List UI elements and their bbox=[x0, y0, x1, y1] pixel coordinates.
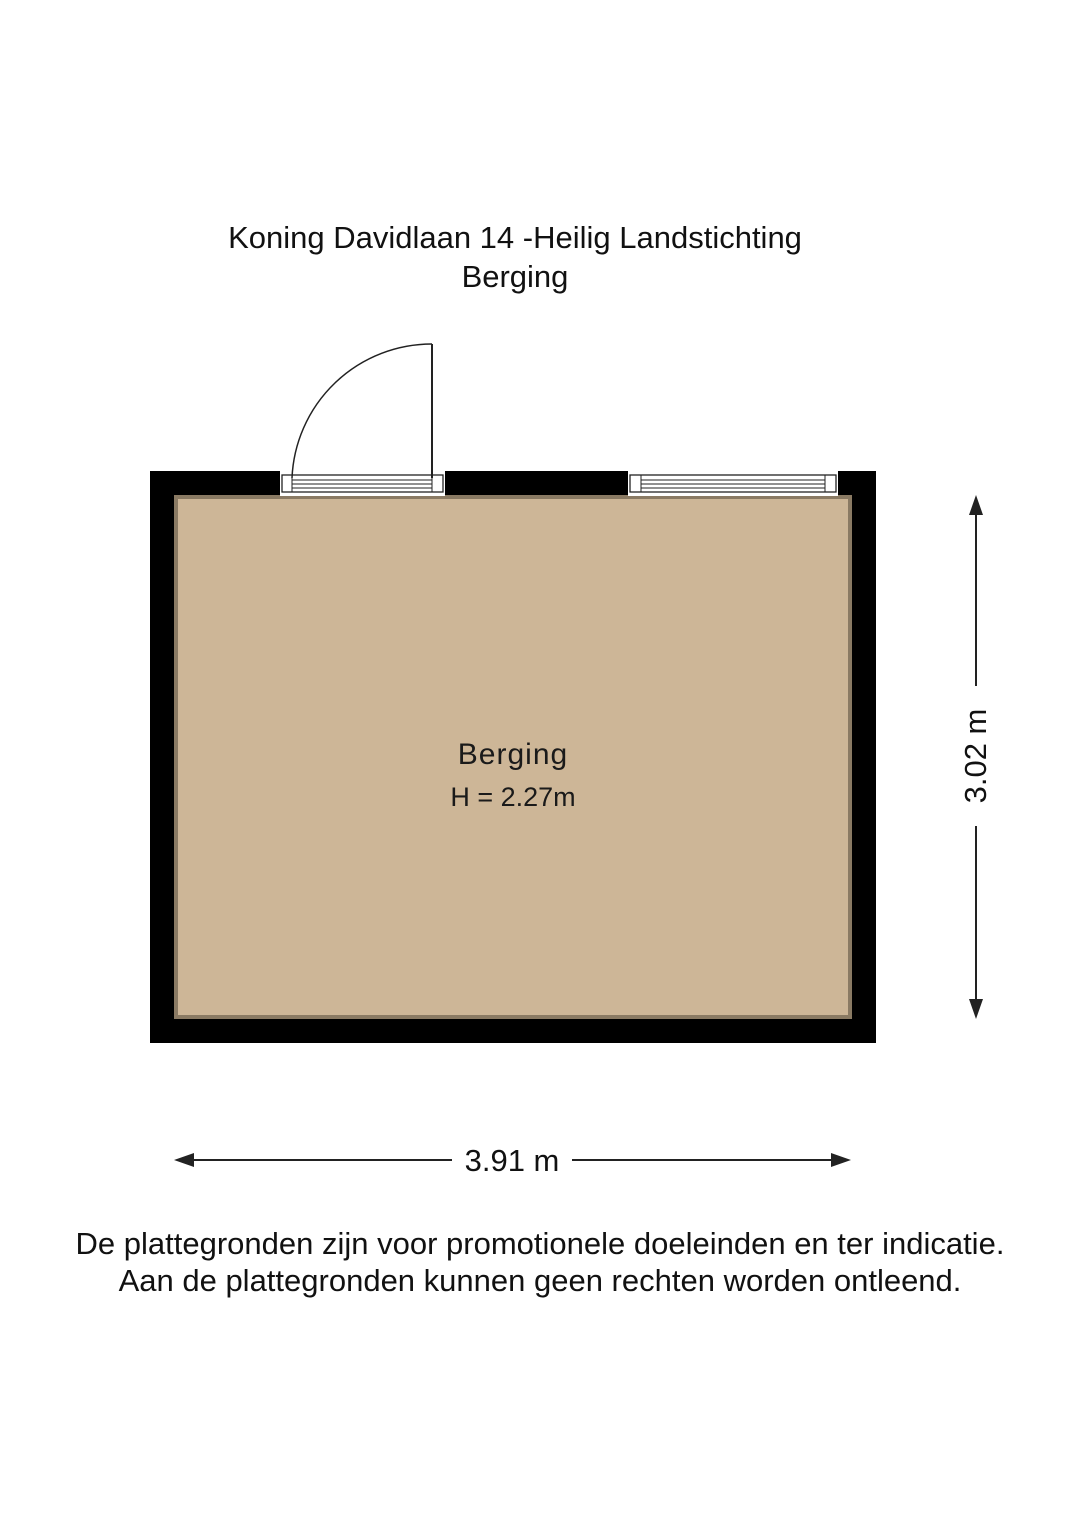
arrow-down-icon bbox=[969, 999, 983, 1019]
arrow-left-icon bbox=[174, 1153, 194, 1167]
window bbox=[628, 469, 838, 496]
arrow-up-icon bbox=[969, 495, 983, 515]
room-height: H = 2.27m bbox=[450, 782, 576, 812]
width-dimension-label: 3.91 m bbox=[452, 1142, 572, 1180]
plan-subtitle: Berging bbox=[461, 259, 569, 294]
depth-dimension-label: 3.02 m bbox=[956, 686, 996, 826]
door-swing-arc bbox=[292, 344, 432, 478]
room-name: Berging bbox=[457, 738, 569, 771]
disclaimer-line-1: De plattegronden zijn voor promotionele doeleinden en ter indicatie. bbox=[75, 1226, 1005, 1261]
plan-title: Koning Davidlaan 14 -Heilig Landstichting bbox=[228, 220, 802, 255]
disclaimer-line-2: Aan de plattegronden kunnen geen rechten worden ontleend. bbox=[118, 1263, 962, 1298]
door bbox=[280, 344, 445, 496]
arrow-right-icon bbox=[831, 1153, 851, 1167]
